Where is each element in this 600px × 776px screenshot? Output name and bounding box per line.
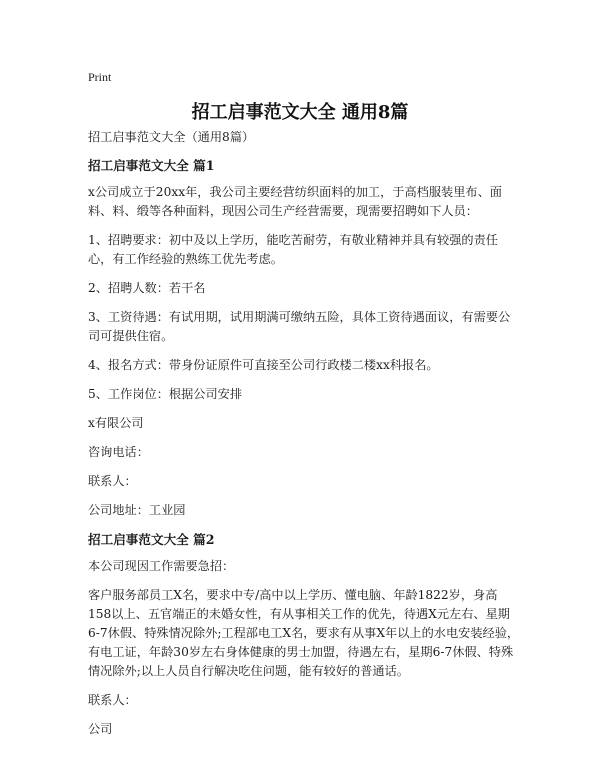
section-2-company: 公司 bbox=[88, 722, 113, 736]
section-2-contact: 联系人： bbox=[88, 693, 137, 707]
section-1-item-3: 3、工资待遇：有试用期，试用期满可缴纳五险，具体工资待遇面议，有需要公司可提供住宿。 bbox=[88, 310, 511, 343]
section-1-company: x有限公司 bbox=[88, 416, 144, 430]
section-1-item-4: 4、报名方式：带身份证原件可直接至公司行政楼二楼xx科报名。 bbox=[88, 358, 439, 372]
section-1-address: 公司地址：工业园 bbox=[88, 503, 186, 517]
section-2-heading: 招工启事范文大全 篇2 bbox=[88, 532, 215, 547]
document-subtitle: 招工启事范文大全（通用8篇） bbox=[88, 130, 255, 144]
section-1-item-2: 2、招聘人数：若干名 bbox=[88, 281, 206, 295]
section-1-item-1: 1、招聘要求：初中及以上学历，能吃苦耐劳，有敬业精神并具有较强的责任心，有工作经验的熟练工优先考虑。 bbox=[88, 233, 498, 266]
section-2-body: 客户服务部员工X名，要求中专/高中以上学历、懂电脑、年龄1822岁，身高158以上、五官端正的未婚女性，有从事相关工作的优先，待遇X元左右、星期6-7休假、特殊情况除外;工程部电工X名，要求有从事X年以上的水电安装经验，有电工证，年龄30岁左右身体健康的男士加盟，待遇左右，星期6-7休假、特殊情况除外;以上人员自行解决吃住问题，能有较好的普通话。 bbox=[88, 588, 520, 678]
section-1-intro: x公司成立于20xx年，我公司主要经营纺织面料的加工，于高档服装里布、面料、料、缎等各种面料，现因公司生产经营需要，现需要招聘如下人员： bbox=[88, 185, 502, 218]
section-1-contact: 联系人： bbox=[88, 474, 137, 488]
section-1-heading: 招工启事范文大全 篇1 bbox=[88, 158, 215, 173]
print-label: Print bbox=[88, 70, 112, 84]
document-body bbox=[88, 128, 520, 749]
page-title: 招工启事范文大全 通用8篇 bbox=[191, 102, 409, 123]
section-1-phone: 咨询电话： bbox=[88, 445, 149, 459]
section-1-item-5: 5、工作岗位：根据公司安排 bbox=[88, 387, 243, 401]
section-2-intro: 本公司现因工作需要急招： bbox=[88, 559, 235, 573]
